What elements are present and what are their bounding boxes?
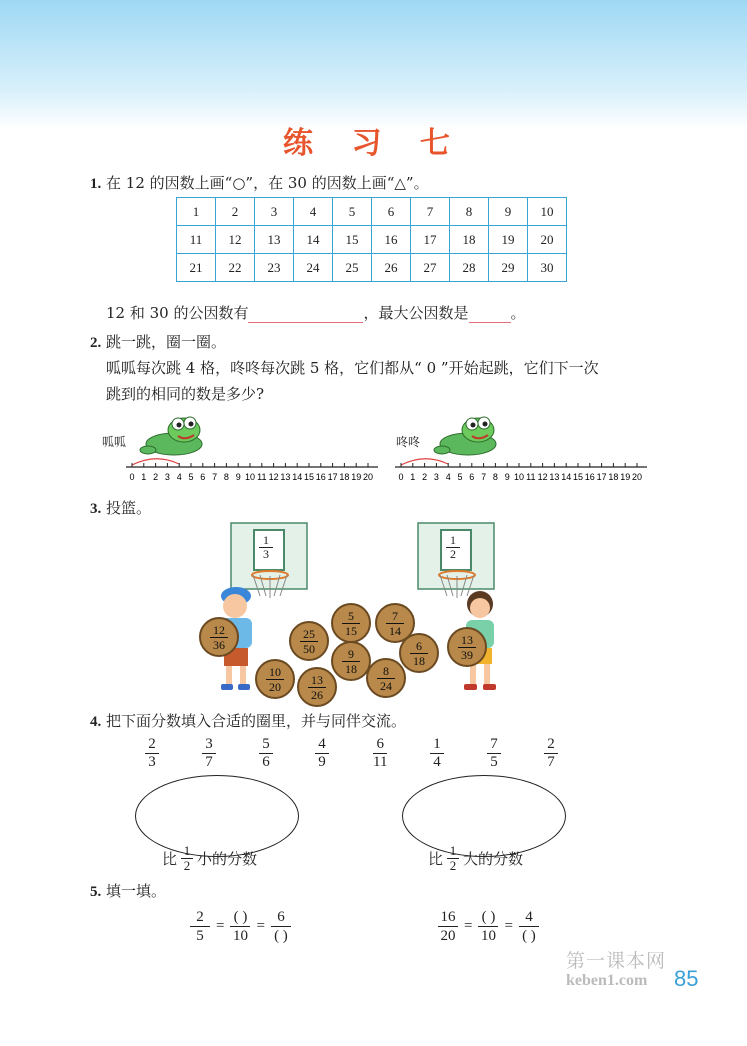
- tick-label[interactable]: 14: [561, 472, 572, 482]
- denominator: 5: [196, 928, 204, 944]
- tick-label[interactable]: 13: [280, 472, 291, 482]
- question-number: 2.: [90, 335, 102, 351]
- tick-label[interactable]: 14: [292, 472, 303, 482]
- denominator: 14: [389, 623, 401, 638]
- numerator-blank[interactable]: ( ): [233, 909, 248, 925]
- tick-label[interactable]: 2: [153, 472, 159, 482]
- fraction-item[interactable]: [145, 736, 159, 771]
- numerator: 7: [392, 608, 398, 623]
- caption-suffix: 大的分数: [463, 850, 524, 868]
- tick-label[interactable]: 4: [445, 472, 451, 482]
- tick-label[interactable]: 16: [315, 472, 326, 482]
- grid-row: [177, 226, 567, 254]
- fraction-item[interactable]: [202, 736, 216, 771]
- grid-cell[interactable]: 20: [528, 226, 567, 254]
- denominator: 20: [440, 928, 456, 944]
- grid-cell[interactable]: 16: [372, 226, 411, 254]
- page-title: 练 习 七: [283, 126, 464, 161]
- tick-label[interactable]: 10: [513, 472, 525, 482]
- tick-label[interactable]: 7: [481, 472, 487, 482]
- grid-cell[interactable]: 23: [255, 254, 294, 282]
- fraction-item[interactable]: [430, 736, 444, 771]
- basketball[interactable]: [331, 641, 371, 681]
- question-4: [90, 710, 406, 731]
- numerator: 12: [213, 622, 225, 637]
- grid-cell[interactable]: 29: [489, 254, 528, 282]
- equation-1: [190, 908, 291, 945]
- tick-label[interactable]: 18: [608, 472, 619, 482]
- tick-label[interactable]: 15: [303, 472, 315, 482]
- grid-cell[interactable]: 5: [333, 198, 372, 226]
- grid-row: [177, 198, 567, 226]
- fraction-b[interactable]: [478, 908, 498, 945]
- question-number: 3.: [90, 501, 102, 517]
- grid-cell[interactable]: 17: [411, 226, 450, 254]
- denominator: 20: [269, 679, 281, 694]
- grid-cell[interactable]: 6: [372, 198, 411, 226]
- tick-label[interactable]: 16: [584, 472, 595, 482]
- tick-label[interactable]: 2: [422, 472, 428, 482]
- grid-cell[interactable]: 2: [216, 198, 255, 226]
- grid-cell[interactable]: 4: [294, 198, 333, 226]
- question-1: [90, 172, 429, 193]
- tick-label[interactable]: 0: [129, 472, 135, 482]
- basketball[interactable]: [289, 621, 329, 661]
- page-number: 85: [674, 966, 699, 991]
- tick-label[interactable]: 10: [244, 472, 256, 482]
- tick-label[interactable]: 17: [596, 472, 607, 482]
- grid-cell[interactable]: 30: [528, 254, 567, 282]
- grid-cell[interactable]: 24: [294, 254, 333, 282]
- denominator: 4: [433, 754, 441, 770]
- denominator: 26: [311, 687, 323, 702]
- frog-label-guagua: 呱呱: [102, 435, 127, 449]
- denominator: 7: [547, 754, 555, 770]
- denominator: 10: [232, 928, 248, 944]
- denominator: 24: [380, 678, 392, 693]
- fraction-a: [190, 908, 210, 945]
- grid-cell[interactable]: 10: [528, 198, 567, 226]
- grid-cell[interactable]: 21: [177, 254, 216, 282]
- number-line-guagua: [126, 448, 382, 488]
- denominator: 3: [148, 754, 156, 770]
- question-number: 4.: [90, 714, 102, 730]
- grid-cell[interactable]: 28: [450, 254, 489, 282]
- denominator: 18: [413, 653, 425, 668]
- tick-label[interactable]: 18: [339, 472, 350, 482]
- tick-label[interactable]: 7: [212, 472, 218, 482]
- tick-label[interactable]: 11: [526, 472, 536, 482]
- numerator: 1: [433, 736, 441, 752]
- hoop-fraction-right: [446, 534, 460, 561]
- denominator: 11: [373, 754, 388, 770]
- fill-text-a: 12 和 30 的公因数有: [106, 304, 249, 322]
- half-fraction: [447, 844, 459, 873]
- tick-label[interactable]: 5: [457, 472, 463, 482]
- numerator: 6: [416, 638, 422, 653]
- grid-cell[interactable]: 1: [177, 198, 216, 226]
- numerator: 3: [205, 736, 213, 752]
- caption-suffix: 小的分数: [197, 850, 258, 868]
- basketball[interactable]: [331, 603, 371, 643]
- tick-label[interactable]: 9: [504, 472, 510, 482]
- tick-label[interactable]: 1: [141, 472, 147, 482]
- tick-label[interactable]: 20: [362, 472, 374, 482]
- tick-label[interactable]: 3: [164, 472, 170, 482]
- frog-label-dongdong: 咚咚: [396, 435, 421, 449]
- equals-sign: =: [256, 918, 265, 934]
- denominator: 5: [490, 754, 498, 770]
- answer-blank-common-factors[interactable]: [248, 308, 363, 323]
- caption-prefix: 比: [162, 850, 178, 868]
- denominator-blank[interactable]: ( ): [274, 928, 288, 944]
- denominator: 2: [450, 547, 456, 561]
- half-fraction: [181, 844, 193, 873]
- grid-cell[interactable]: 25: [333, 254, 372, 282]
- caption-less-than-half: [162, 844, 257, 873]
- fraction-item[interactable]: [544, 736, 558, 771]
- question-text: 投篮。: [106, 499, 152, 517]
- fraction-a: [438, 908, 458, 945]
- tick-label[interactable]: 8: [223, 472, 229, 482]
- denominator: 36: [213, 637, 225, 652]
- numerator: 25: [303, 626, 315, 641]
- number-line-dongdong: [395, 448, 651, 488]
- equals-sign: =: [464, 918, 473, 934]
- numerator: 7: [490, 736, 498, 752]
- tick-label[interactable]: 6: [469, 472, 475, 482]
- question-number: 1.: [90, 176, 102, 192]
- basketball[interactable]: [366, 658, 406, 698]
- grid-cell[interactable]: 27: [411, 254, 450, 282]
- equals-sign: =: [504, 918, 513, 934]
- denominator: 10: [480, 928, 496, 944]
- numerator: 2: [148, 736, 156, 752]
- fraction-item[interactable]: [315, 736, 329, 771]
- denominator: 2: [449, 858, 457, 873]
- tick-label[interactable]: 8: [492, 472, 498, 482]
- equals-sign: =: [216, 918, 225, 934]
- numerator: 2: [547, 736, 555, 752]
- numerator: 1: [263, 533, 269, 547]
- grid-cell[interactable]: 12: [216, 226, 255, 254]
- numerator: 16: [440, 909, 456, 925]
- fraction-b[interactable]: [230, 908, 250, 945]
- question-number: 5.: [90, 884, 102, 900]
- tick-label[interactable]: 20: [631, 472, 643, 482]
- q2-line-2: 跳到的相同的数是多少?: [106, 385, 265, 403]
- denominator: 39: [461, 647, 473, 662]
- tick-label[interactable]: 15: [572, 472, 584, 482]
- numerator: 2: [196, 909, 204, 925]
- grid-cell[interactable]: 11: [177, 226, 216, 254]
- grid-cell[interactable]: 3: [255, 198, 294, 226]
- q2-line-1: 呱呱每次跳 4 格，咚咚每次跳 5 格，它们都从“ 0 ”开始起跳，它们下一次: [106, 359, 599, 377]
- numerator: 6: [277, 909, 285, 925]
- tick-label[interactable]: 9: [235, 472, 241, 482]
- numerator: 5: [348, 608, 354, 623]
- basketball[interactable]: [255, 659, 295, 699]
- question-2: [90, 331, 226, 352]
- numerator: 1: [183, 843, 191, 858]
- numerator: 5: [262, 736, 270, 752]
- numerator: 1: [449, 843, 457, 858]
- tick-label[interactable]: 13: [549, 472, 560, 482]
- fraction-item[interactable]: [373, 736, 387, 771]
- watermark-en: keben1.com: [566, 972, 648, 989]
- grid-cell[interactable]: 13: [255, 226, 294, 254]
- tick-label[interactable]: 5: [188, 472, 194, 482]
- tick-label[interactable]: 4: [176, 472, 182, 482]
- tick-label[interactable]: 19: [351, 472, 362, 482]
- fill-text-b: ，最大公因数是: [363, 304, 469, 322]
- denominator: 9: [318, 754, 326, 770]
- denominator: 3: [263, 547, 269, 561]
- fraction-item[interactable]: [259, 736, 273, 771]
- number-grid: [176, 197, 567, 282]
- denominator: 15: [345, 623, 357, 638]
- caption-prefix: 比: [428, 850, 444, 868]
- denominator: 7: [205, 754, 213, 770]
- grid-cell[interactable]: 26: [372, 254, 411, 282]
- numerator: 8: [383, 663, 389, 678]
- answer-blank-gcf[interactable]: [469, 308, 511, 323]
- tick-label[interactable]: 1: [410, 472, 416, 482]
- denominator: 2: [183, 858, 191, 873]
- denominator: 50: [303, 641, 315, 656]
- tick-label[interactable]: 12: [537, 472, 548, 482]
- basketball[interactable]: [297, 667, 337, 707]
- hoop-fraction-left: [259, 534, 273, 561]
- basketball[interactable]: [399, 633, 439, 673]
- numerator: 1: [450, 533, 456, 547]
- tick-label[interactable]: 19: [620, 472, 631, 482]
- numerator: 13: [461, 632, 473, 647]
- fraction-item[interactable]: [487, 736, 501, 771]
- question-text: 在 12 的因数上画“○”，在 30 的因数上画“△”。: [106, 174, 429, 192]
- grid-cell[interactable]: 14: [294, 226, 333, 254]
- basketball[interactable]: [199, 617, 239, 657]
- fraction-c[interactable]: [519, 908, 539, 945]
- denominator-blank[interactable]: ( ): [522, 928, 536, 944]
- grid-cell[interactable]: 22: [216, 254, 255, 282]
- question-text: 跳一跳，圈一圈。: [106, 333, 227, 351]
- grid-cell[interactable]: 8: [450, 198, 489, 226]
- numerator: 4: [525, 909, 533, 925]
- fill-common-factors: [106, 302, 526, 323]
- equation-2: [438, 908, 539, 945]
- grid-cell[interactable]: 9: [489, 198, 528, 226]
- tick-label[interactable]: 17: [327, 472, 338, 482]
- grid-row: [177, 254, 567, 282]
- numerator: 4: [318, 736, 326, 752]
- grid-cell[interactable]: 7: [411, 198, 450, 226]
- question-text: 填一填。: [106, 882, 167, 900]
- grid-cell[interactable]: 15: [333, 226, 372, 254]
- tick-label[interactable]: 0: [398, 472, 404, 482]
- tick-label[interactable]: 6: [200, 472, 206, 482]
- question-3: [90, 497, 151, 518]
- numerator: 13: [311, 672, 323, 687]
- question-5: [90, 880, 166, 901]
- grid-cell[interactable]: 19: [489, 226, 528, 254]
- fill-text-c: 。: [510, 304, 526, 322]
- fraction-c[interactable]: [271, 908, 291, 945]
- denominator: 18: [345, 661, 357, 676]
- numerator: 9: [348, 646, 354, 661]
- tick-label[interactable]: 12: [268, 472, 279, 482]
- numerator: 6: [376, 736, 384, 752]
- basketball[interactable]: [447, 627, 487, 667]
- watermark-cn: 第一课本网: [566, 950, 667, 972]
- question-text: 把下面分数填入合适的圈里，并与同伴交流。: [106, 712, 407, 730]
- header-band: [0, 0, 747, 130]
- grid-cell[interactable]: 18: [450, 226, 489, 254]
- denominator: 6: [262, 754, 270, 770]
- numerator: 10: [269, 664, 281, 679]
- tick-label[interactable]: 3: [433, 472, 439, 482]
- tick-label[interactable]: 11: [257, 472, 267, 482]
- caption-greater-than-half: [428, 844, 523, 873]
- numerator-blank[interactable]: ( ): [481, 909, 496, 925]
